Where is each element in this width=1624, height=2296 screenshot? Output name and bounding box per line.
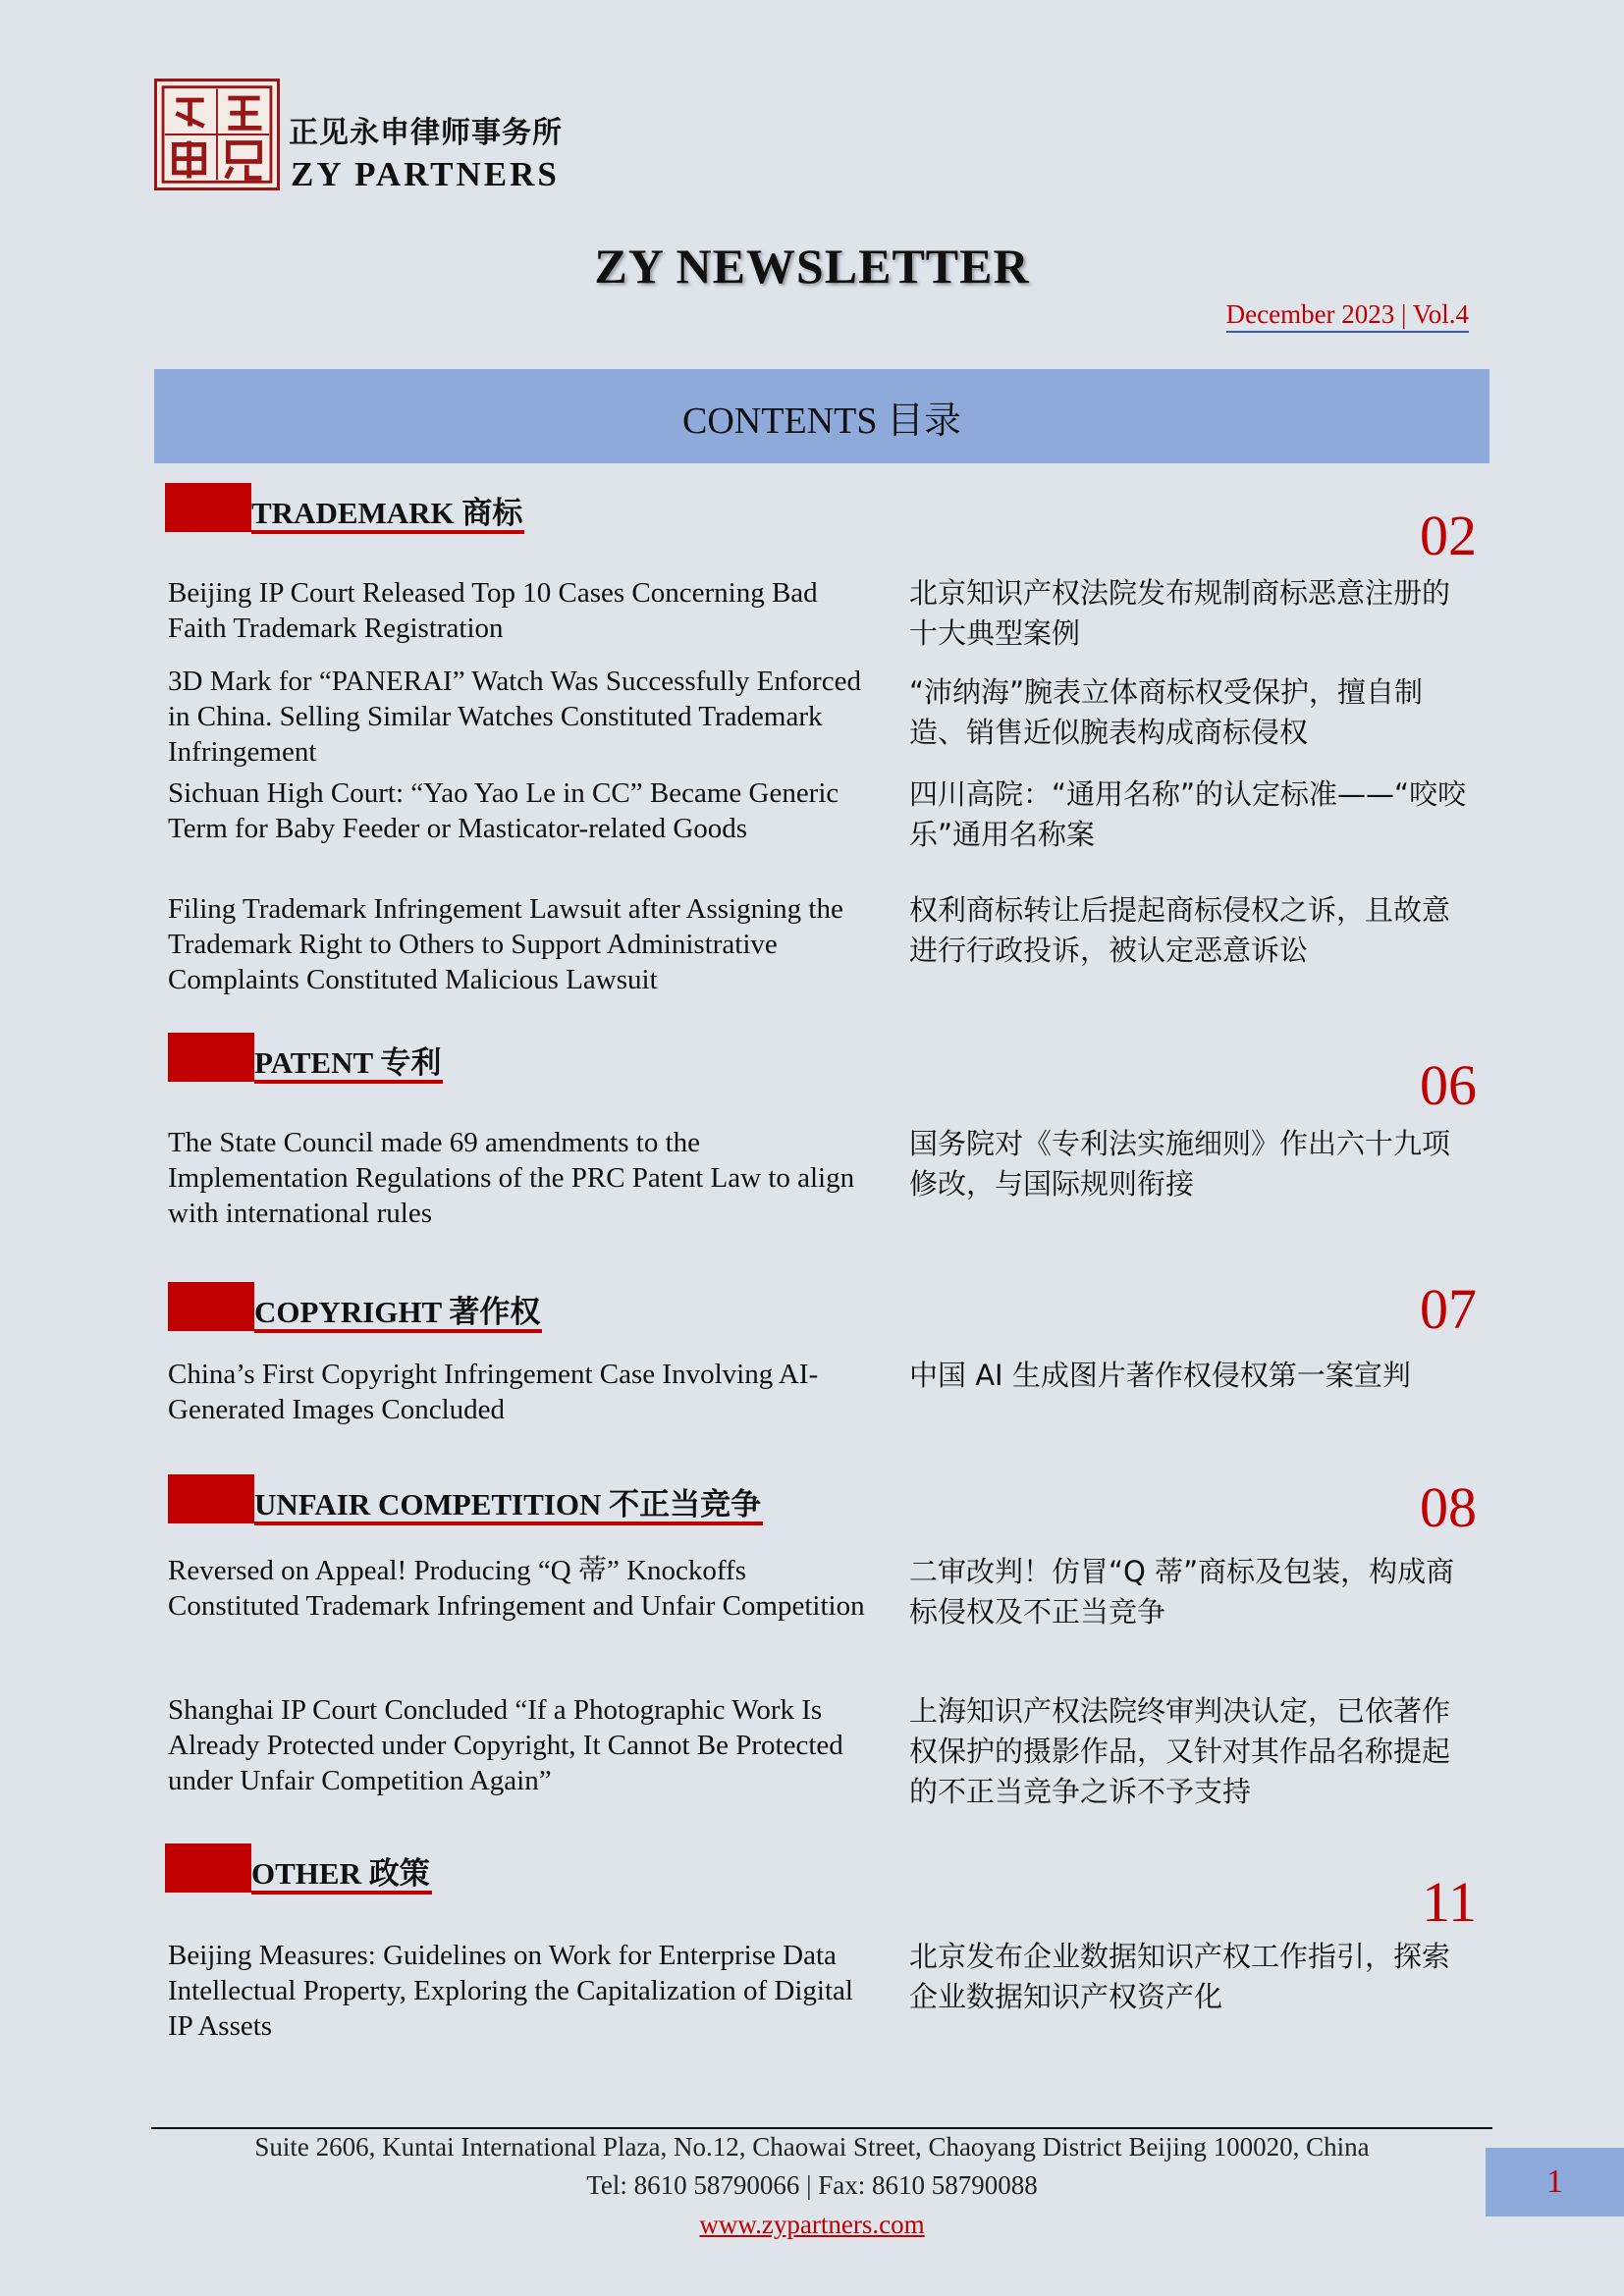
contents-banner xyxy=(154,369,1489,463)
toc-item-en[interactable]: China’s First Copyright Infringement Case Involving AI-Generated Images Concluded xyxy=(168,1359,819,1425)
toc-item-cn[interactable]: 国务院对《专利法实施细则》作出六十九项修改，与国际规则衔接 xyxy=(909,1127,1451,1201)
section-label: PATENT 专利 xyxy=(254,1046,443,1084)
firm-name-english: ZY PARTNERS xyxy=(291,155,560,193)
section-label: TRADEMARK 商标 xyxy=(251,497,524,534)
section-marker xyxy=(168,1474,254,1523)
page-number-other[interactable]: 11 xyxy=(1422,1870,1477,1934)
section-marker xyxy=(168,1282,254,1331)
toc-item-en[interactable]: The State Council made 69 amendments to the Implementation Regulations of the PRC Patent Law to align with international rules xyxy=(168,1127,855,1229)
section-marker xyxy=(165,483,251,532)
toc-item-en[interactable]: Filing Trademark Infringement Lawsuit after Assigning the Trademark Right to Others to Support Administrative Complaints Constituted Malicious Lawsuit xyxy=(168,893,843,995)
toc-item-en[interactable]: Beijing IP Court Released Top 10 Cases Concerning Bad Faith Trademark Registration xyxy=(168,577,818,644)
toc-item-en[interactable]: 3D Mark for “PANERAI” Watch Was Successfully Enforced in China. Selling Similar Watches Constituted Trademark Infringement xyxy=(168,666,861,768)
page-number-badge: 1 xyxy=(1486,2148,1624,2216)
section-label: COPYRIGHT 著作权 xyxy=(254,1296,542,1333)
section-label: OTHER 政策 xyxy=(251,1857,432,1895)
contents-title: CONTENTS 目录 xyxy=(682,400,961,442)
toc-item-en[interactable]: Shanghai IP Court Concluded “If a Photographic Work Is Already Protected under Copyright, It Cannot Be Protected under Unfair Competition Again” xyxy=(168,1694,843,1796)
section-marker xyxy=(165,1843,251,1893)
page-number-trademark[interactable]: 02 xyxy=(1420,504,1477,567)
section-marker xyxy=(168,1033,254,1082)
section-label: UNFAIR COMPETITION 不正当竞争 xyxy=(254,1488,763,1525)
footer-website-link[interactable]: www.zypartners.com xyxy=(699,2210,925,2239)
firm-seal-logo xyxy=(154,79,280,190)
footer-phone-fax: Tel: 8610 58790066 | Fax: 8610 58790088 xyxy=(586,2170,1038,2200)
seal-icon xyxy=(157,81,277,187)
toc-item-cn[interactable]: 四川高院：“通用名称”的认定标准——“咬咬乐”通用名称案 xyxy=(909,777,1467,851)
issue-date-volume: December 2023 | Vol.4 xyxy=(1226,299,1469,333)
toc-item-cn[interactable]: 权利商标转让后提起商标侵权之诉，且故意进行行政投诉，被认定恶意诉讼 xyxy=(909,893,1451,967)
toc-item-cn[interactable]: 北京发布企业数据知识产权工作指引，探索企业数据知识产权资产化 xyxy=(909,1940,1451,2013)
toc-item-cn[interactable]: 北京知识产权法院发布规制商标恶意注册的十大典型案例 xyxy=(909,576,1451,650)
toc-item-cn[interactable]: “沛纳海”腕表立体商标权受保护，擅自制造、销售近似腕表构成商标侵权 xyxy=(909,675,1424,749)
newsletter-title: ZY NEWSLETTER xyxy=(594,239,1030,294)
toc-item-en[interactable]: Sichuan High Court: “Yao Yao Le in CC” Became Generic Term for Baby Feeder or Masticator-related Goods xyxy=(168,777,839,844)
toc-item-en[interactable]: Reversed on Appeal! Producing “Q 蒂” Knockoffs Constituted Trademark Infringement and Unfair Competition xyxy=(168,1555,865,1622)
footer-address: Suite 2606, Kuntai International Plaza, No.12, Chaowai Street, Chaoyang District Beijing 100020, China xyxy=(254,2132,1370,2162)
toc-item-en[interactable]: Beijing Measures: Guidelines on Work for Enterprise Data Intellectual Property, Exploring the Capitalization of Digital IP Assets xyxy=(168,1940,853,2042)
toc-item-cn[interactable]: 上海知识产权法院终审判决认定，已依著作权保护的摄影作品，又针对其作品名称提起的不正当竞争之诉不予支持 xyxy=(909,1694,1451,1808)
page-number-unfair-competition[interactable]: 08 xyxy=(1420,1475,1477,1539)
page-number-patent[interactable]: 06 xyxy=(1420,1053,1477,1117)
page-number-copyright[interactable]: 07 xyxy=(1420,1277,1477,1341)
toc-item-cn[interactable]: 二审改判！仿冒“Q 蒂”商标及包装，构成商标侵权及不正当竞争 xyxy=(909,1555,1455,1629)
footer-divider xyxy=(151,2127,1492,2129)
toc-item-cn[interactable]: 中国 AI 生成图片著作权侵权第一案宣判 xyxy=(909,1359,1411,1392)
firm-name-chinese: 正见永申律师事务所 xyxy=(289,116,563,150)
